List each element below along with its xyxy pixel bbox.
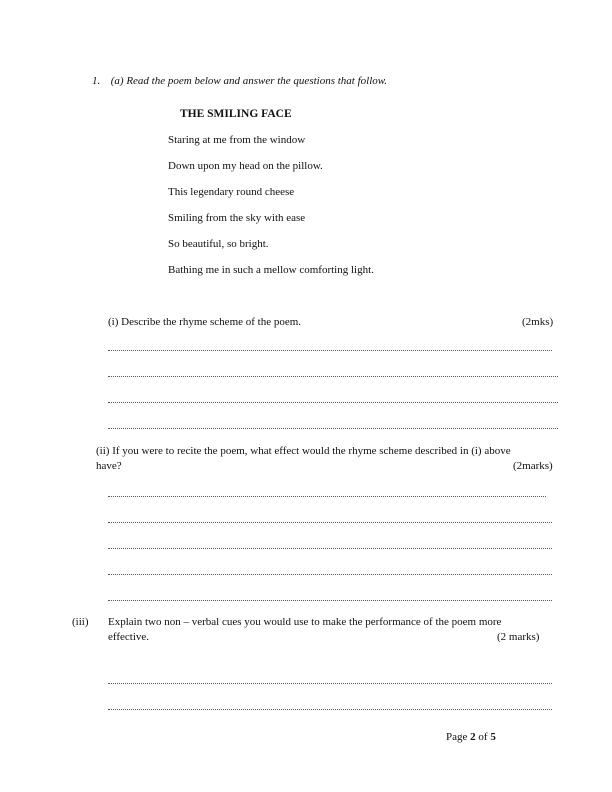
poem-line: Down upon my head on the pillow.	[168, 160, 323, 172]
question-instruction: (a) Read the poem below and answer the questions that follow.	[110, 75, 388, 87]
answer-line[interactable]	[108, 600, 552, 601]
question-number: 1.	[92, 75, 101, 87]
answer-line[interactable]	[108, 428, 558, 429]
subquestion-marks: (2marks)	[513, 460, 553, 472]
subquestion-text: Explain two non – verbal cues you would use to make the performance of the poem more	[108, 616, 502, 628]
answer-line[interactable]	[108, 548, 552, 549]
subquestion-label: (ii)	[96, 445, 110, 457]
answer-line[interactable]	[108, 709, 552, 710]
poem-line: Smiling from the sky with ease	[168, 212, 306, 224]
answer-line[interactable]	[108, 402, 558, 403]
subquestion-label: (i)	[108, 316, 119, 328]
answer-line[interactable]	[108, 496, 546, 497]
poem-line: Staring at me from the window	[168, 134, 306, 146]
subquestion-ii	[96, 445, 511, 457]
answer-line[interactable]	[108, 376, 558, 377]
subquestion-marks: (2 marks)	[497, 631, 540, 643]
subquestion-label-iii: (iii)	[72, 616, 89, 628]
poem-title: THE SMILING FACE	[180, 108, 292, 120]
question-heading	[92, 75, 387, 87]
poem-line: So beautiful, so bright.	[168, 238, 269, 250]
subquestion-text-cont: have?	[96, 460, 122, 472]
subquestion-i	[108, 316, 301, 328]
subquestion-marks: (2mks)	[522, 316, 554, 328]
page-number	[446, 731, 496, 743]
subquestion-text: If you were to recite the poem, what effect would the rhyme scheme described in (i) above	[112, 445, 511, 457]
page-word: Page	[446, 731, 468, 743]
of-word: of	[478, 731, 488, 743]
poem-line: This legendary round cheese	[168, 186, 295, 198]
current-page: 2	[470, 731, 476, 743]
answer-line[interactable]	[108, 683, 552, 684]
answer-line[interactable]	[108, 350, 552, 351]
poem-line: Bathing me in such a mellow comforting light.	[168, 264, 374, 276]
subquestion-text: Describe the rhyme scheme of the poem.	[121, 316, 302, 328]
total-pages: 5	[490, 731, 496, 743]
answer-line[interactable]	[108, 574, 552, 575]
answer-line[interactable]	[108, 522, 552, 523]
subquestion-text-cont: effective.	[108, 631, 150, 643]
